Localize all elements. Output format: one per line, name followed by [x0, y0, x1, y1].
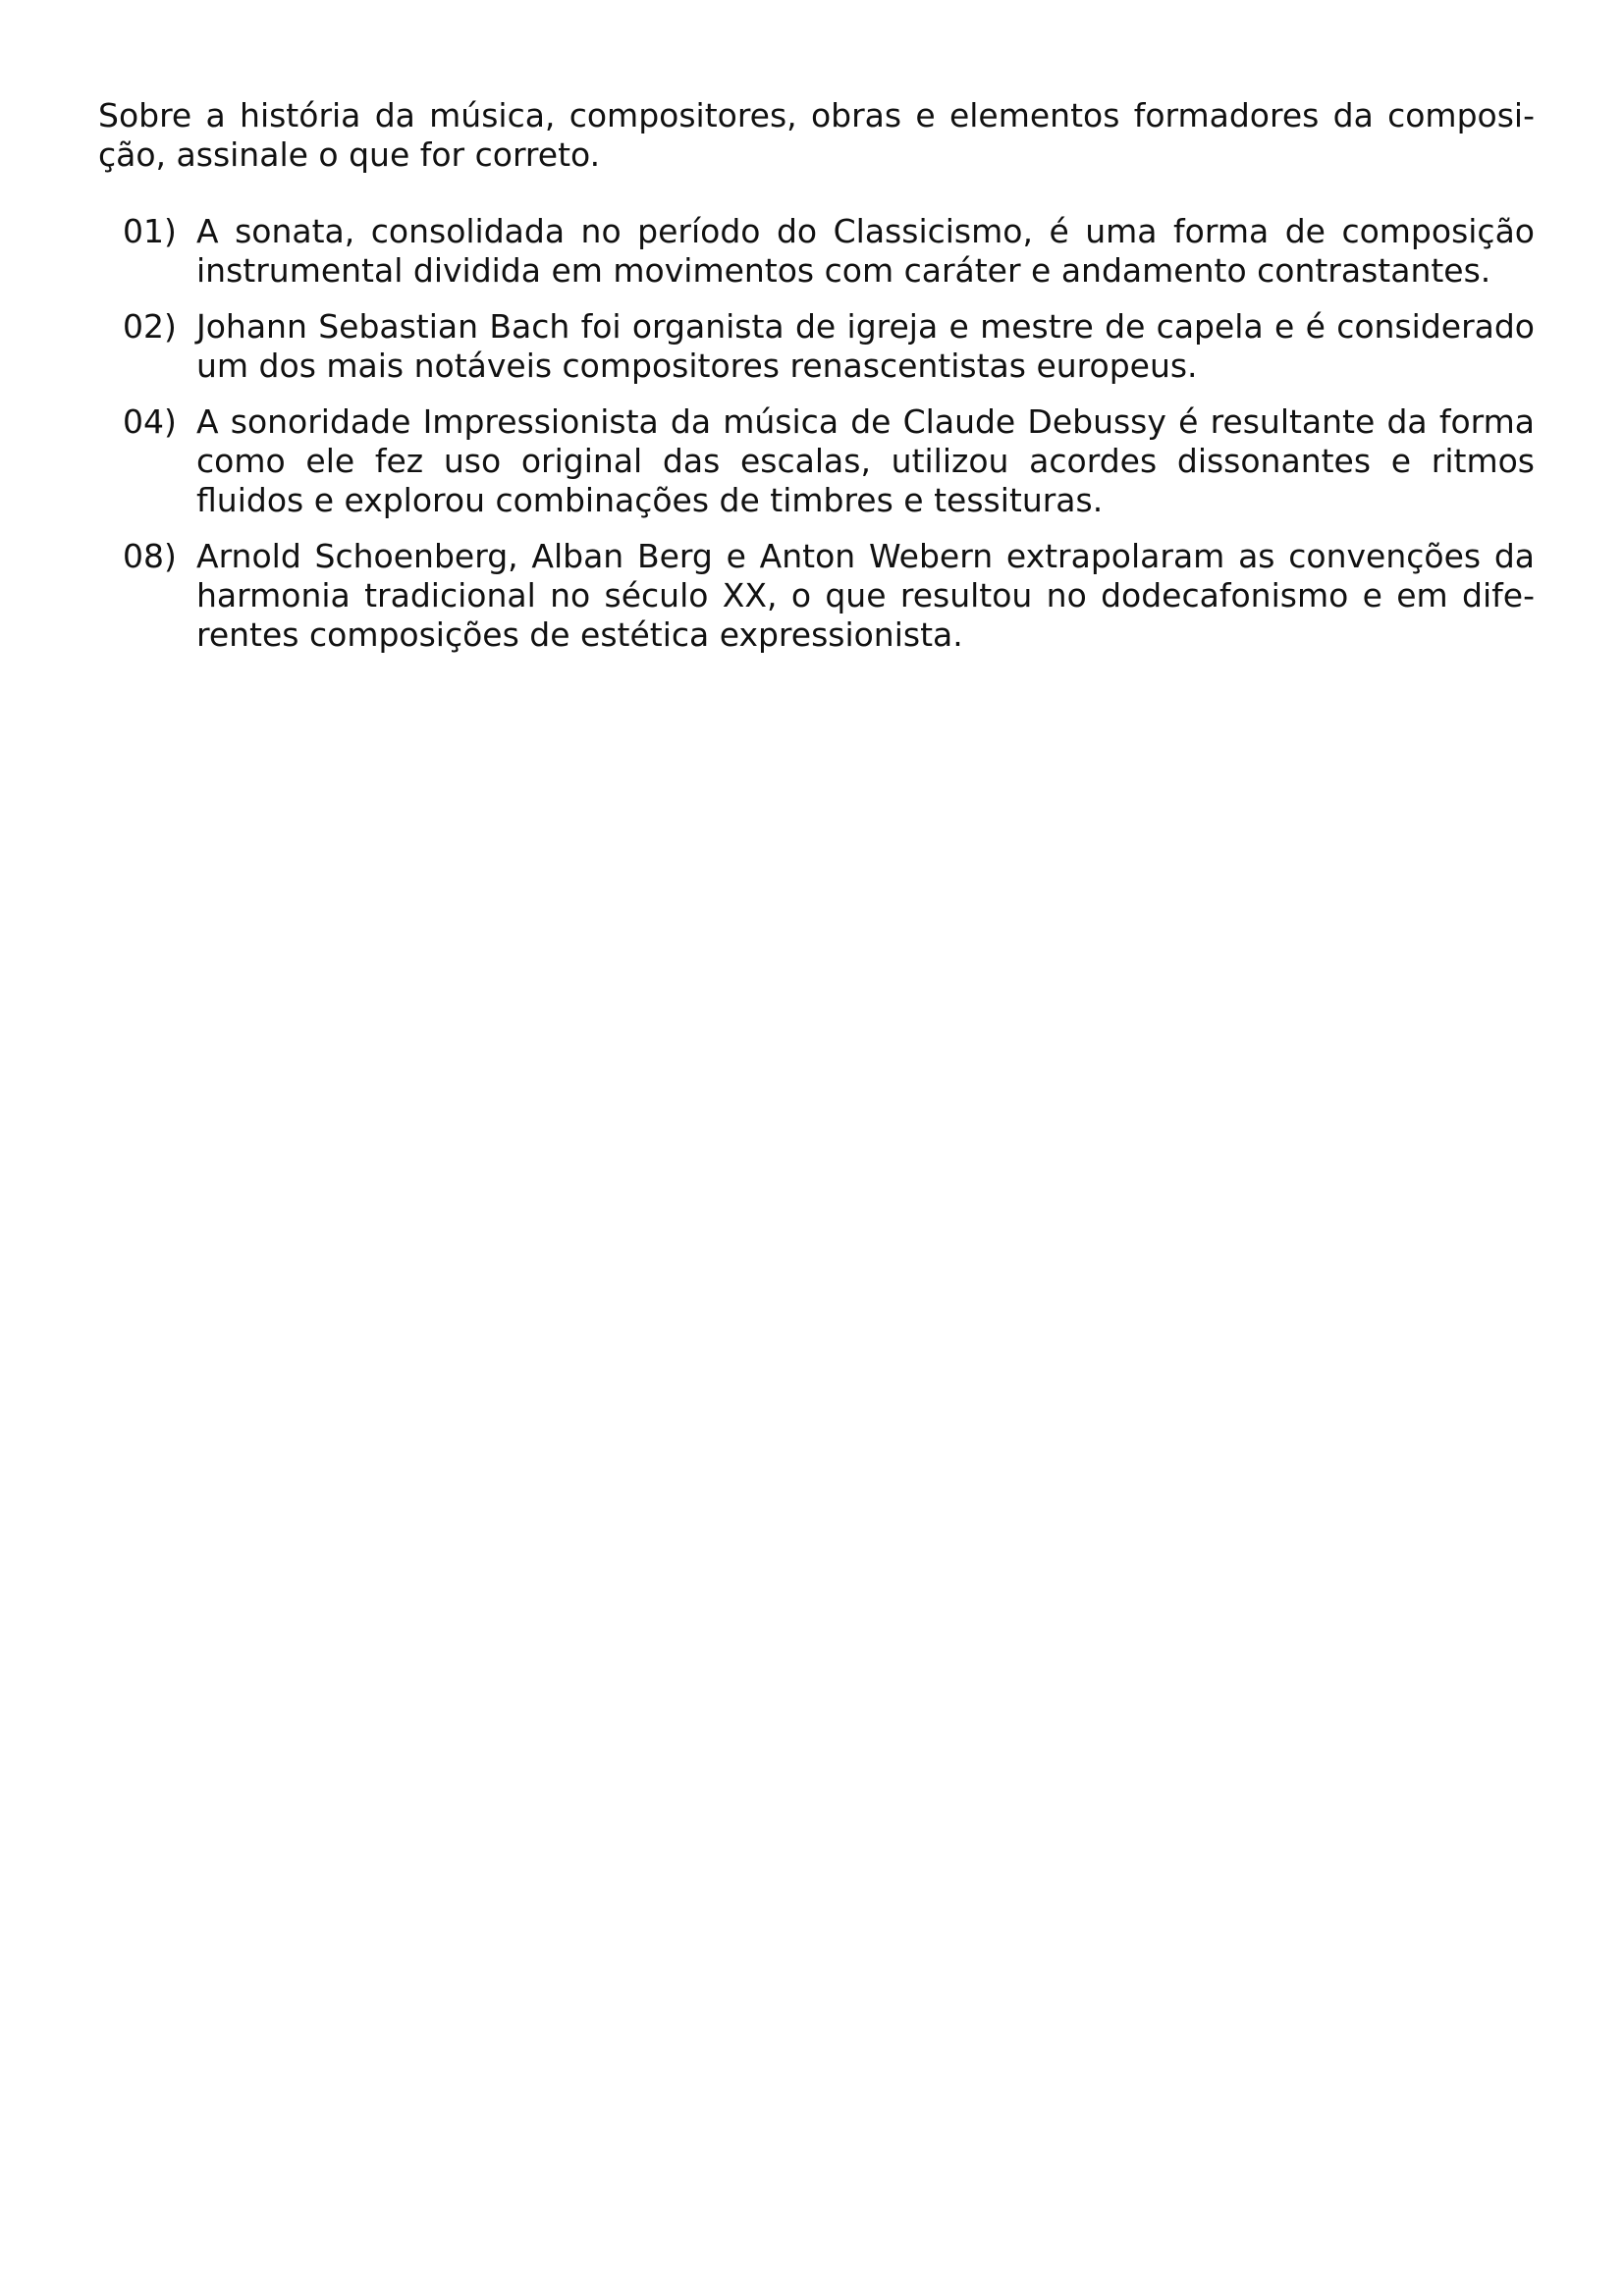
option-text: Arnold Schoenberg, Alban Berg e Anton Webern extrapolaram as convenções da harmonia tradicional no século XX, o que resultou no dodecafonismo e em diferentes composições de estética expressionista. [196, 537, 1535, 654]
option-number: 08) [123, 537, 177, 575]
option-04 [98, 402, 1535, 520]
question-stem: Sobre a história da música, compositores, obras e elementos formadores da composição, assinale o que for correto. [98, 96, 1535, 174]
option-01 [98, 212, 1535, 291]
option-number: 04) [123, 402, 177, 441]
option-number: 01) [123, 212, 177, 250]
question-block [98, 96, 1535, 671]
options-list [98, 212, 1535, 655]
option-number: 02) [123, 307, 177, 346]
option-08 [98, 537, 1535, 655]
option-text: A sonata, consolidada no período do Classicismo, é uma forma de composição instrumental dividida em movimentos com caráter e andamento contrastantes. [196, 212, 1535, 290]
option-02 [98, 307, 1535, 386]
option-text: A sonoridade Impressionista da música de Claude Debussy é resultante da forma como ele fez uso original das escalas, utilizou acordes dissonantes e ritmos fluidos e explorou combinações de timbres e tessituras. [196, 402, 1535, 519]
option-text: Johann Sebastian Bach foi organista de igreja e mestre de capela e é considerado um dos mais notáveis compositores renascentistas europeus. [196, 307, 1535, 385]
